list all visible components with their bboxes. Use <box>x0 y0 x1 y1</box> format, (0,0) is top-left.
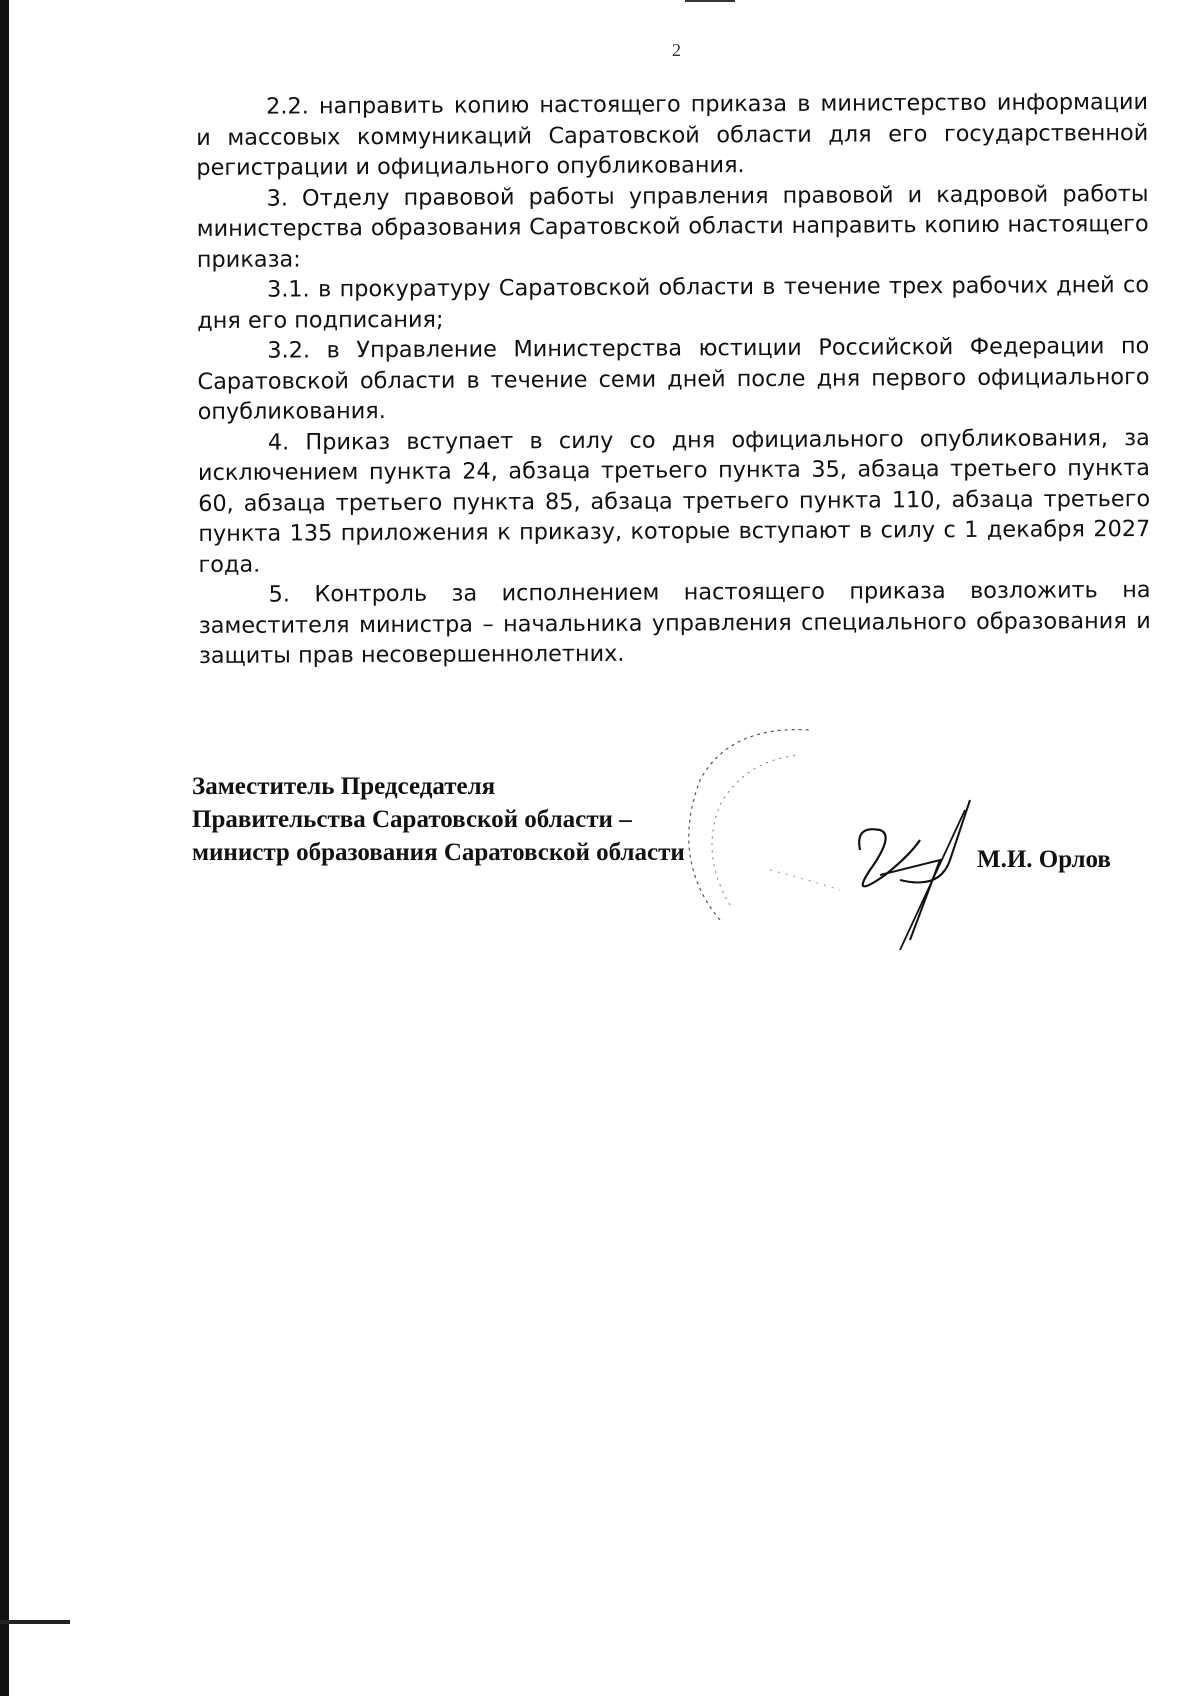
paragraph-3-1: 3.1. в прокуратуру Саратовской области в течение трех рабочих дней со дня его подписания; <box>197 272 1150 334</box>
paragraph-3: 3. Отделу правовой работы управления правовой и кадровой работы министерства образования Саратовской области направить копию настоящего приказа: <box>196 180 1149 273</box>
signatory-name: М.И. Орлов <box>977 846 1111 873</box>
paragraph-5: 5. Контроль за исполнением настоящего приказа возложить на заместителя министра – начальника управления специального образования и защиты прав несовершеннолетних. <box>198 577 1151 669</box>
paragraph-2-2: 2.2. направить копию настоящего приказа в министерство информации и массовых коммуникаций Саратовской области для его государственной регистрации и официального опубликования. <box>196 89 1149 181</box>
scan-edge-mark <box>0 1620 70 1624</box>
signatory-title: Заместитель Председателя Правительства Саратовской области – министр образования Саратовской области <box>192 773 685 866</box>
scan-left-edge <box>0 0 9 1696</box>
paragraph-4: 4. Приказ вступает в силу со дня официального опубликования, за исключением пункта 24, абзаца третьего пункта 35, абзаца третьего пункта 60, абзаца третьего пункта 85, абзаца третьего пункта 110, абзаца третьего пункта 135 приложения к приказу, которые вступают в силу с 1 декабря 2027 года. <box>197 424 1151 578</box>
scan-top-mark <box>685 0 735 2</box>
paragraph-3-2: 3.2. в Управление Министерства юстиции Российской Федерации по Саратовской области в течение семи дней после дня первого официального опубликования. <box>197 333 1150 425</box>
page-number: 2 <box>672 40 681 60</box>
handwritten-signature-icon <box>840 790 1020 950</box>
document-body <box>196 87 1151 671</box>
